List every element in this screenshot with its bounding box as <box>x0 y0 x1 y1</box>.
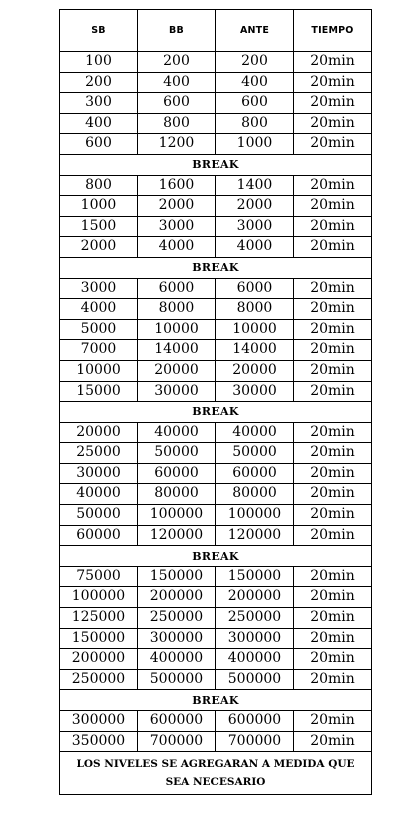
sb-cell: 1000 <box>60 196 138 217</box>
sb-cell: 125000 <box>60 608 138 629</box>
bb-cell: 1600 <box>138 175 216 196</box>
header-row <box>60 10 372 52</box>
level-row <box>60 299 372 320</box>
sb-cell: 300000 <box>60 711 138 732</box>
bb-cell: 600 <box>138 93 216 114</box>
sb-cell: 200000 <box>60 649 138 670</box>
tiempo-cell: 20min <box>294 381 372 402</box>
level-row <box>60 93 372 114</box>
bb-cell: 20000 <box>138 360 216 381</box>
tiempo-cell: 20min <box>294 484 372 505</box>
ante-cell: 8000 <box>216 299 294 320</box>
level-row <box>60 566 372 587</box>
ante-cell: 150000 <box>216 566 294 587</box>
level-row <box>60 196 372 217</box>
ante-cell: 700000 <box>216 731 294 752</box>
level-row <box>60 731 372 752</box>
tiempo-cell: 20min <box>294 731 372 752</box>
sb-cell: 75000 <box>60 566 138 587</box>
bb-cell: 60000 <box>138 463 216 484</box>
ante-cell: 40000 <box>216 422 294 443</box>
bb-cell: 600000 <box>138 711 216 732</box>
level-row <box>60 484 372 505</box>
level-row <box>60 381 372 402</box>
tiempo-cell: 20min <box>294 608 372 629</box>
ante-cell: 14000 <box>216 340 294 361</box>
level-row <box>60 360 372 381</box>
bb-cell: 6000 <box>138 278 216 299</box>
bb-cell: 250000 <box>138 608 216 629</box>
ante-cell: 300000 <box>216 628 294 649</box>
level-row <box>60 628 372 649</box>
ante-cell: 800 <box>216 113 294 134</box>
level-row <box>60 113 372 134</box>
break-row <box>60 690 372 711</box>
sb-cell: 60000 <box>60 525 138 546</box>
ante-cell: 120000 <box>216 525 294 546</box>
sb-cell: 2000 <box>60 237 138 258</box>
ante-cell: 60000 <box>216 463 294 484</box>
sb-cell: 7000 <box>60 340 138 361</box>
break-label: BREAK <box>60 154 372 175</box>
sb-cell: 4000 <box>60 299 138 320</box>
level-row <box>60 608 372 629</box>
level-row <box>60 340 372 361</box>
tiempo-cell: 20min <box>294 299 372 320</box>
sb-cell: 300 <box>60 93 138 114</box>
ante-cell: 100000 <box>216 505 294 526</box>
sb-cell: 20000 <box>60 422 138 443</box>
sb-cell: 40000 <box>60 484 138 505</box>
break-row <box>60 154 372 175</box>
ante-cell: 200000 <box>216 587 294 608</box>
break-label: BREAK <box>60 257 372 278</box>
level-row <box>60 134 372 155</box>
bb-cell: 8000 <box>138 299 216 320</box>
tiempo-cell: 20min <box>294 52 372 73</box>
ante-cell: 250000 <box>216 608 294 629</box>
tiempo-cell: 20min <box>294 587 372 608</box>
bb-cell: 3000 <box>138 216 216 237</box>
ante-cell: 20000 <box>216 360 294 381</box>
sb-cell: 600 <box>60 134 138 155</box>
sb-cell: 200 <box>60 72 138 93</box>
ante-cell: 80000 <box>216 484 294 505</box>
ante-cell: 50000 <box>216 443 294 464</box>
sb-cell: 5000 <box>60 319 138 340</box>
blind-structure-sheet <box>59 9 371 795</box>
header-bb: BB <box>138 10 216 52</box>
level-row <box>60 72 372 93</box>
ante-cell: 500000 <box>216 669 294 690</box>
tiempo-cell: 20min <box>294 216 372 237</box>
bb-cell: 400000 <box>138 649 216 670</box>
ante-cell: 30000 <box>216 381 294 402</box>
bb-cell: 200000 <box>138 587 216 608</box>
header-tiempo: TIEMPO <box>294 10 372 52</box>
tiempo-cell: 20min <box>294 93 372 114</box>
bb-cell: 800 <box>138 113 216 134</box>
sb-cell: 800 <box>60 175 138 196</box>
ante-cell: 400000 <box>216 649 294 670</box>
tiempo-cell: 20min <box>294 196 372 217</box>
bb-cell: 40000 <box>138 422 216 443</box>
header-sb: SB <box>60 10 138 52</box>
level-row <box>60 319 372 340</box>
tiempo-cell: 20min <box>294 711 372 732</box>
blind-structure-table <box>59 9 372 795</box>
break-row <box>60 257 372 278</box>
tiempo-cell: 20min <box>294 566 372 587</box>
break-label: BREAK <box>60 690 372 711</box>
tiempo-cell: 20min <box>294 237 372 258</box>
ante-cell: 1000 <box>216 134 294 155</box>
tiempo-cell: 20min <box>294 628 372 649</box>
level-row <box>60 505 372 526</box>
level-row <box>60 711 372 732</box>
sb-cell: 100 <box>60 52 138 73</box>
level-row <box>60 587 372 608</box>
level-row <box>60 237 372 258</box>
break-row <box>60 546 372 567</box>
ante-cell: 10000 <box>216 319 294 340</box>
ante-cell: 600000 <box>216 711 294 732</box>
tiempo-cell: 20min <box>294 175 372 196</box>
ante-cell: 400 <box>216 72 294 93</box>
sb-cell: 50000 <box>60 505 138 526</box>
tiempo-cell: 20min <box>294 134 372 155</box>
tiempo-cell: 20min <box>294 72 372 93</box>
tiempo-cell: 20min <box>294 669 372 690</box>
level-row <box>60 278 372 299</box>
break-label: BREAK <box>60 546 372 567</box>
bb-cell: 4000 <box>138 237 216 258</box>
level-row <box>60 422 372 443</box>
ante-cell: 2000 <box>216 196 294 217</box>
header-ante: ANTE <box>216 10 294 52</box>
level-row <box>60 52 372 73</box>
sb-cell: 250000 <box>60 669 138 690</box>
tiempo-cell: 20min <box>294 319 372 340</box>
level-row <box>60 443 372 464</box>
bb-cell: 80000 <box>138 484 216 505</box>
bb-cell: 500000 <box>138 669 216 690</box>
bb-cell: 30000 <box>138 381 216 402</box>
sb-cell: 30000 <box>60 463 138 484</box>
tiempo-cell: 20min <box>294 422 372 443</box>
tiempo-cell: 20min <box>294 360 372 381</box>
bb-cell: 50000 <box>138 443 216 464</box>
tiempo-cell: 20min <box>294 278 372 299</box>
tiempo-cell: 20min <box>294 505 372 526</box>
tiempo-cell: 20min <box>294 463 372 484</box>
tiempo-cell: 20min <box>294 443 372 464</box>
bb-cell: 1200 <box>138 134 216 155</box>
bb-cell: 2000 <box>138 196 216 217</box>
bb-cell: 120000 <box>138 525 216 546</box>
sb-cell: 10000 <box>60 360 138 381</box>
level-row <box>60 649 372 670</box>
sb-cell: 25000 <box>60 443 138 464</box>
tiempo-cell: 20min <box>294 340 372 361</box>
ante-cell: 3000 <box>216 216 294 237</box>
sb-cell: 350000 <box>60 731 138 752</box>
sb-cell: 15000 <box>60 381 138 402</box>
tiempo-cell: 20min <box>294 525 372 546</box>
bb-cell: 200 <box>138 52 216 73</box>
ante-cell: 600 <box>216 93 294 114</box>
bb-cell: 150000 <box>138 566 216 587</box>
tiempo-cell: 20min <box>294 649 372 670</box>
sb-cell: 150000 <box>60 628 138 649</box>
sb-cell: 1500 <box>60 216 138 237</box>
ante-cell: 200 <box>216 52 294 73</box>
level-row <box>60 175 372 196</box>
levels-body <box>60 52 372 752</box>
footer-note: LOS NIVELES SE AGREGARAN A MEDIDA QUE SEA NECESARIO <box>60 752 372 795</box>
bb-cell: 14000 <box>138 340 216 361</box>
ante-cell: 1400 <box>216 175 294 196</box>
footer-row <box>60 752 372 795</box>
bb-cell: 10000 <box>138 319 216 340</box>
sb-cell: 100000 <box>60 587 138 608</box>
break-row <box>60 402 372 423</box>
bb-cell: 400 <box>138 72 216 93</box>
ante-cell: 4000 <box>216 237 294 258</box>
sb-cell: 3000 <box>60 278 138 299</box>
level-row <box>60 216 372 237</box>
tiempo-cell: 20min <box>294 113 372 134</box>
break-label: BREAK <box>60 402 372 423</box>
sb-cell: 400 <box>60 113 138 134</box>
ante-cell: 6000 <box>216 278 294 299</box>
bb-cell: 100000 <box>138 505 216 526</box>
level-row <box>60 669 372 690</box>
level-row <box>60 525 372 546</box>
bb-cell: 700000 <box>138 731 216 752</box>
level-row <box>60 463 372 484</box>
bb-cell: 300000 <box>138 628 216 649</box>
